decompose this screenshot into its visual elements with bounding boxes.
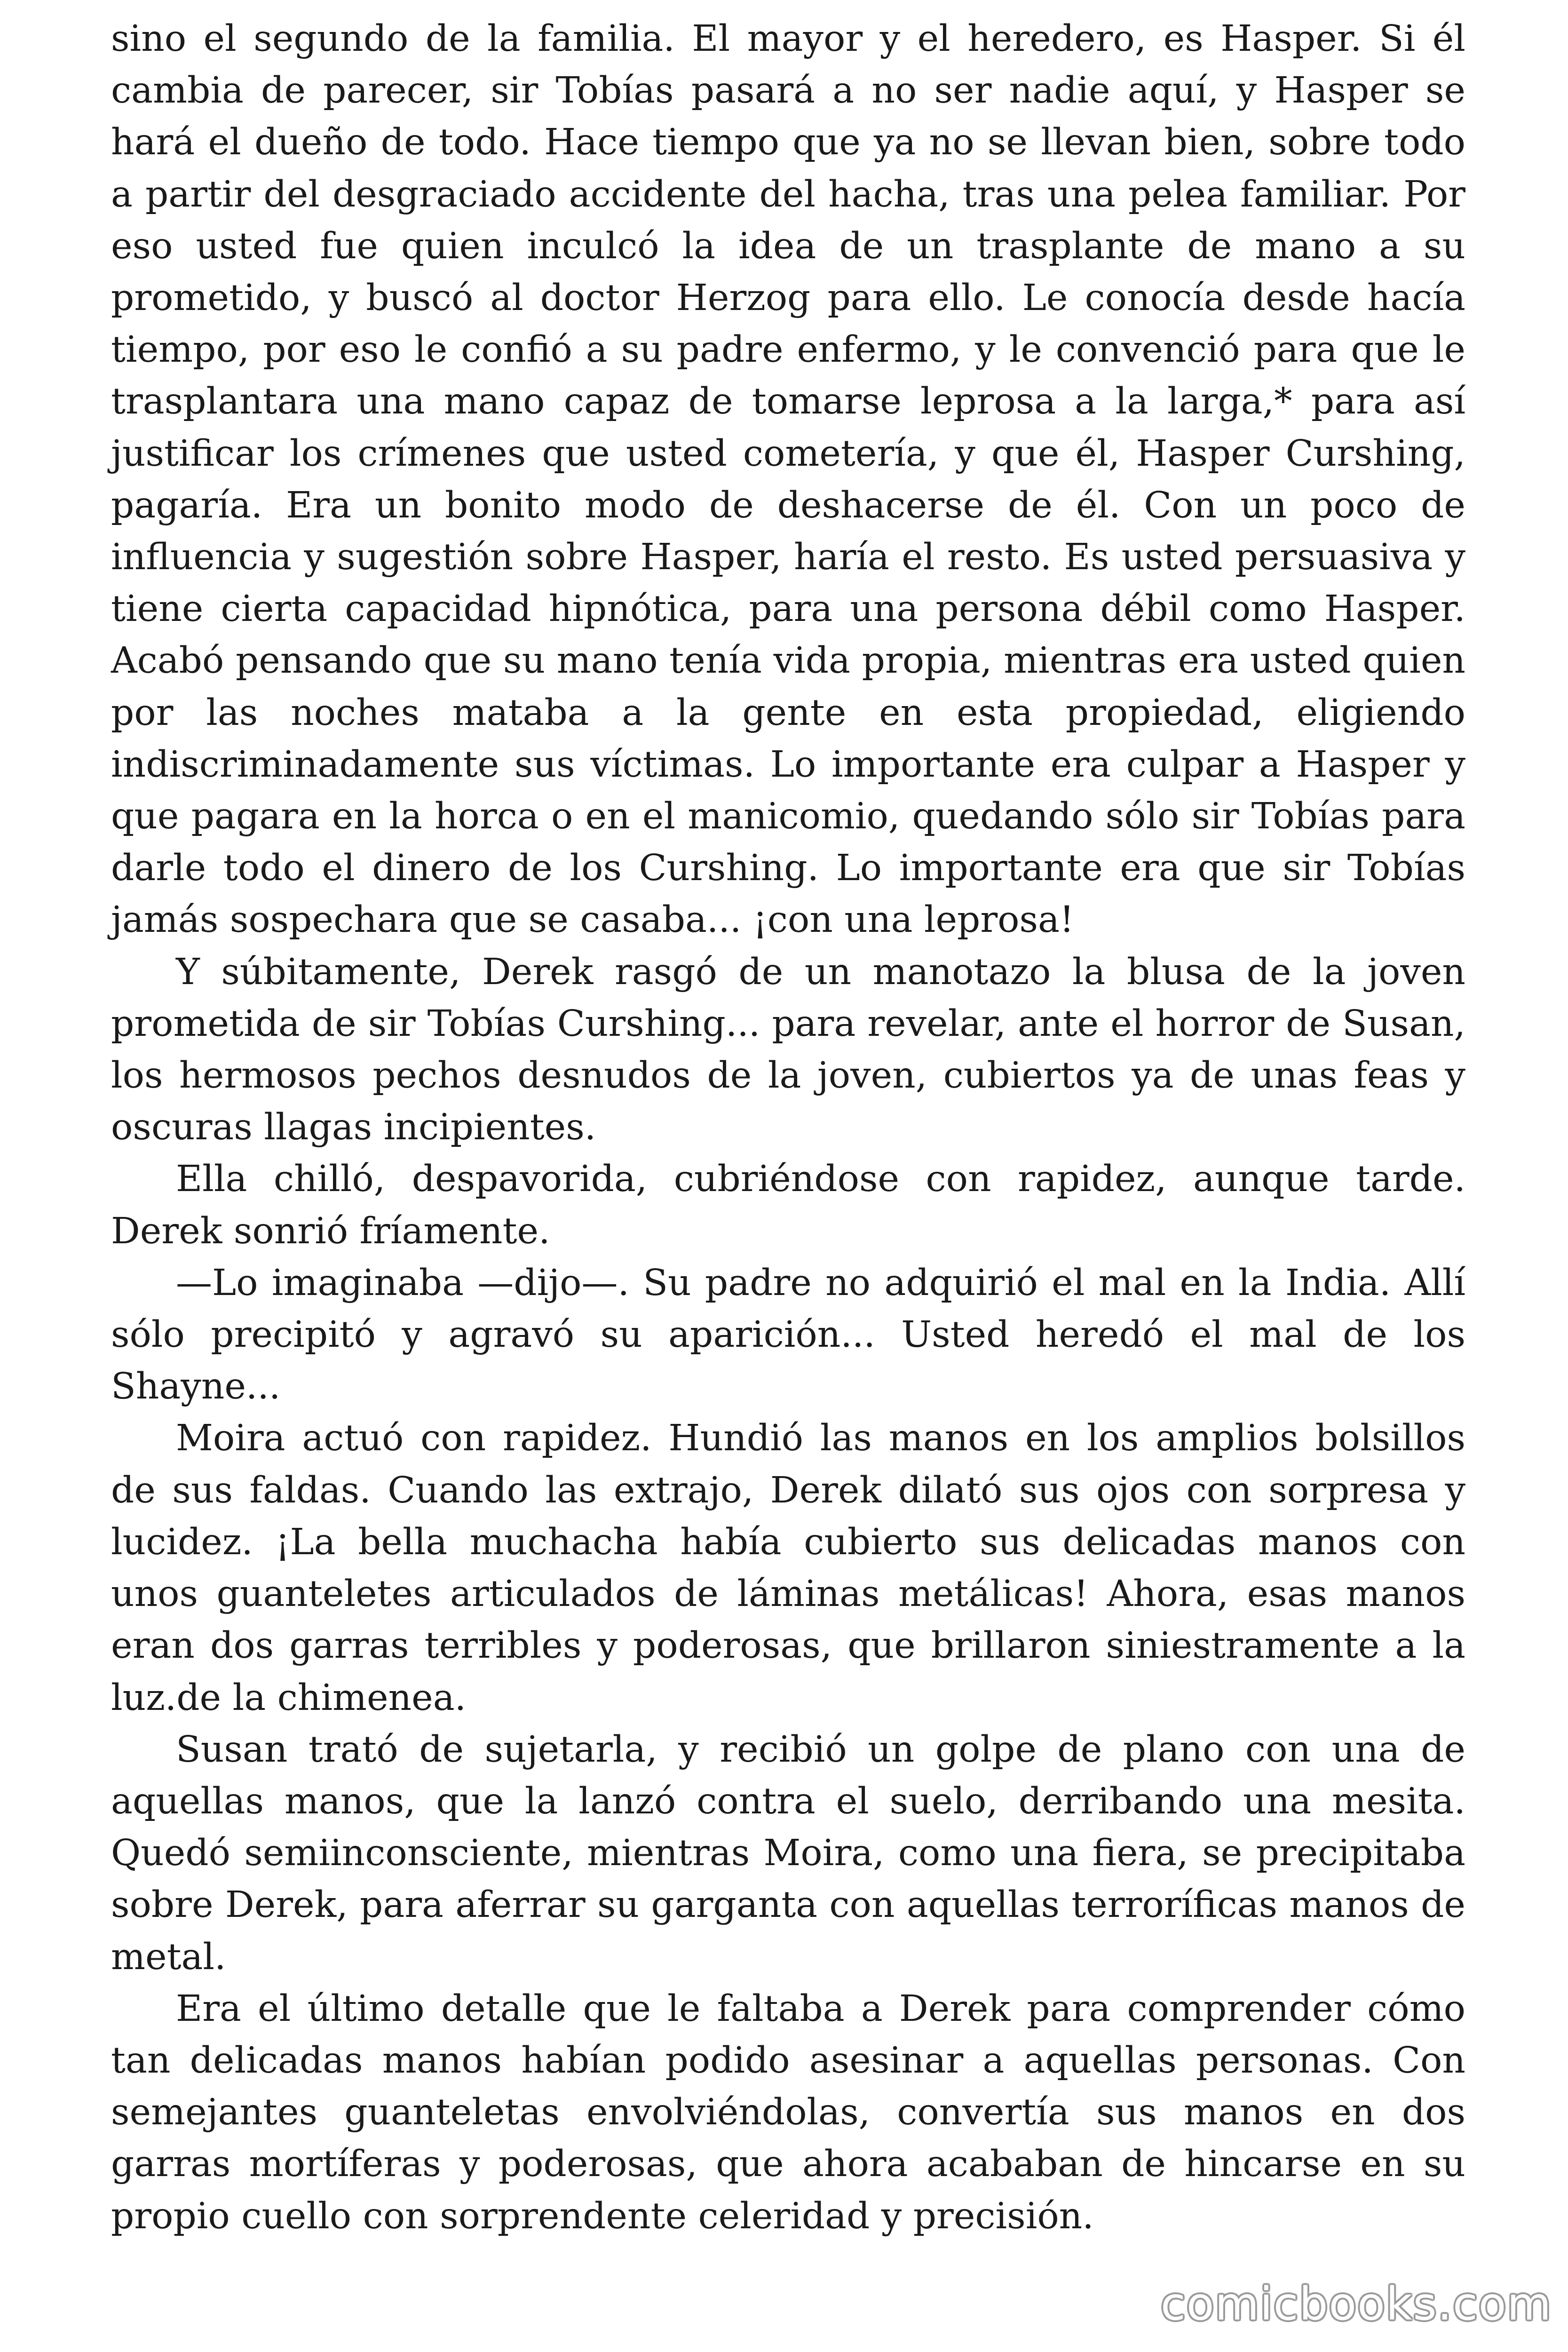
book-page [111, 13, 1465, 2271]
watermark-logo: comicbooks.com [1160, 2278, 1552, 2330]
paragraph: Moira actuó con rapidez. Hundió las manos en los amplios bolsillos de sus faldas. Cuando las extrajo, Derek dilató sus ojos con sorpresa y lucidez. ¡La bella muchacha había cubierto sus delicadas manos con unos guanteletes articulados de láminas metálicas! Ahora, esas manos eran dos garras terribles y poderosas, que brillaron siniestramente a la luz.de la chimenea. [111, 1417, 1465, 1719]
paragraph: —Lo imaginaba —dijo—. Su padre no adquirió el mal en la India. Allí sólo precipitó y agravó su aparición... Usted heredó el mal de los Shayne... [111, 1262, 1465, 1408]
paragraph: Ella chilló, despavorida, cubriéndose con rapidez, aunque tarde. Derek sonrió fríamente. [111, 1158, 1465, 1252]
paragraph: Susan trató de sujetarla, y recibió un golpe de plano con una de aquellas manos, que la lanzó contra el suelo, derribando una mesita. Quedó semiinconsciente, mientras Moira, como una fiera, se precipitaba sobre Derek, para aferrar su garganta con aquellas terroríficas manos de metal. [111, 1728, 1465, 1978]
paragraph: sino el segundo de la familia. El mayor y el heredero, es Hasper. Si él cambia de parecer, sir Tobías pasará a no ser nadie aquí, y Hasper se hará el dueño de todo. Hace tiempo que ya no se llevan bien, sobre todo a partir del desgraciado accidente del hacha, tras una pelea familiar. Por eso usted fue quien inculcó la idea de un trasplante de mano a su prometido, y buscó al doctor Herzog para ello. Le conocía desde hacía tiempo, por eso le confió a su padre enfermo, y le convenció para que le trasplantara una mano capaz de tomarse leprosa a la larga,* para así justificar los crímenes que usted cometería, y que él, Hasper Curshing, pagaría. Era un bonito modo de deshacerse de él. Con un poco de influencia y sugestión sobre Hasper, haría el resto. Es usted persuasiva y tiene cierta capacidad hipnótica, para una persona débil como Hasper. Acabó pensando que su mano tenía vida propia, mientras era usted quien por las noches mataba a la gente en esta propiedad, eligiendo indiscriminadamente sus víctimas. Lo importante era culpar a Hasper y que pagara en la horca o en el manicomio, quedando sólo sir Tobías para darle todo el dinero de los Curshing. Lo importante era que sir Tobías jamás sospechara que se casaba... ¡con una leprosa! [111, 18, 1465, 941]
paragraph: Era el último detalle que le faltaba a Derek para comprender cómo tan delicadas manos habían podido asesinar a aquellas personas. Con semejantes guanteletas envolviéndolas, convertía sus manos en dos garras mortíferas y poderosas, que ahora acababan de hincarse en su propio cuello con sorprendente celeridad y precisión. [111, 1987, 1465, 2237]
paragraph: Y súbitamente, Derek rasgó de un manotazo la blusa de la joven prometida de sir Tobías Curshing... para revelar, ante el horror de Susan, los hermosos pechos desnudos de la joven, cubiertos ya de unas feas y oscuras llagas incipientes. [111, 951, 1465, 1149]
